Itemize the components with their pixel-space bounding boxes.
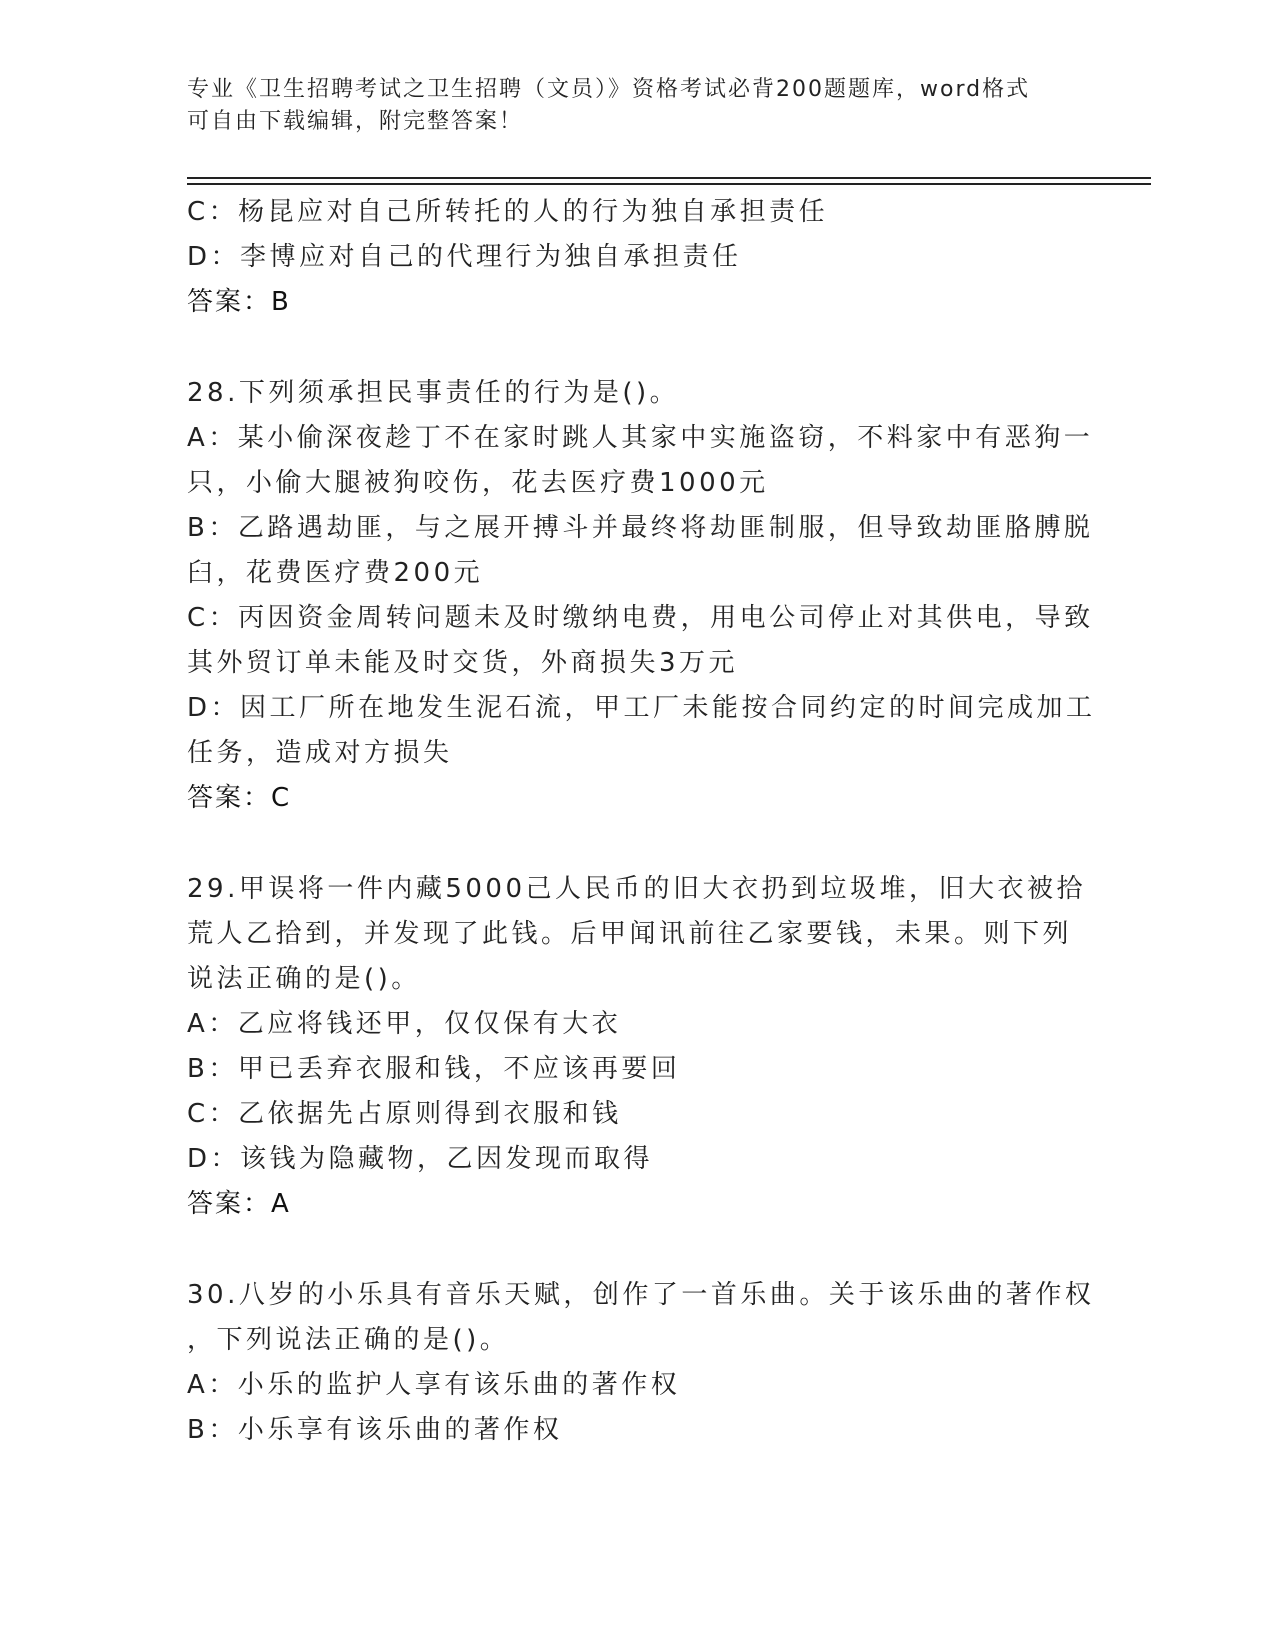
header-rule-bottom	[187, 183, 1151, 185]
option-b: B：小乐享有该乐曲的著作权	[187, 1415, 563, 1445]
spacer	[187, 821, 1087, 867]
previous-question-tail	[187, 190, 1087, 325]
option-b: B：乙路遇劫匪，与之展开搏斗并最终将劫匪制服，但导致劫匪胳膊脱	[187, 513, 1094, 543]
option-a: A：乙应将钱还甲，仅仅保有大衣	[187, 1009, 622, 1039]
question-stem: 30.八岁的小乐具有音乐天赋，创作了一首乐曲。关于该乐曲的著作权	[187, 1280, 1095, 1310]
question-30	[187, 1273, 1095, 1453]
answer-line: 答案：B	[187, 287, 291, 317]
spacer	[187, 1227, 1087, 1273]
spacer	[187, 325, 1087, 371]
question-stem-cont: 说法正确的是()。	[187, 964, 421, 994]
question-29	[187, 867, 1087, 1227]
question-stem-cont: ，下列说法正确的是()。	[187, 1325, 510, 1355]
question-stem: 28.下列须承担民事责任的行为是()。	[187, 378, 680, 408]
option-d: D：李博应对自己的代理行为独自承担责任	[187, 242, 742, 272]
question-stem: 29.甲误将一件内藏5000己人民币的旧大衣扔到垃圾堆，旧大衣被拾	[187, 874, 1087, 904]
question-content	[187, 190, 1096, 1453]
option-c: C：丙因资金周转问题未及时缴纳电费，用电公司停止对其供电，导致	[187, 603, 1094, 633]
option-d-cont: 任务，造成对方损失	[187, 738, 453, 768]
option-c: C：乙依据先占原则得到衣服和钱	[187, 1099, 622, 1129]
answer-line: 答案：C	[187, 783, 292, 813]
answer-line: 答案：A	[187, 1189, 291, 1219]
option-a: A：小乐的监护人享有该乐曲的著作权	[187, 1370, 681, 1400]
header-line-1: 专业《卫生招聘考试之卫生招聘（文员）》资格考试必背200题题库，word格式	[187, 77, 1031, 102]
option-d: D：因工厂所在地发生泥石流，甲工厂未能按合同约定的时间完成加工	[187, 693, 1096, 723]
option-c-cont: 其外贸订单未能及时交货，外商损失3万元	[187, 648, 739, 678]
option-c: C：杨昆应对自己所转托的人的行为独自承担责任	[187, 197, 829, 227]
option-a: A：某小偷深夜趁丁不在家时跳人其家中实施盗窃，不料家中有恶狗一	[187, 423, 1094, 453]
header-rule-top	[187, 177, 1151, 179]
document-header	[187, 74, 1067, 138]
option-b: B：甲已丢弃衣服和钱，不应该再要回	[187, 1054, 681, 1084]
question-28	[187, 371, 1096, 821]
option-a-cont: 只，小偷大腿被狗咬伤，花去医疗费1000元	[187, 468, 769, 498]
question-stem-cont: 荒人乙拾到，并发现了此钱。后甲闻讯前往乙家要钱，未果。则下列	[187, 919, 1073, 949]
option-d: D：该钱为隐藏物，乙因发现而取得	[187, 1144, 654, 1174]
option-b-cont: 臼，花费医疗费200元	[187, 558, 484, 588]
header-line-2: 可自由下载编辑，附完整答案！	[187, 109, 524, 134]
